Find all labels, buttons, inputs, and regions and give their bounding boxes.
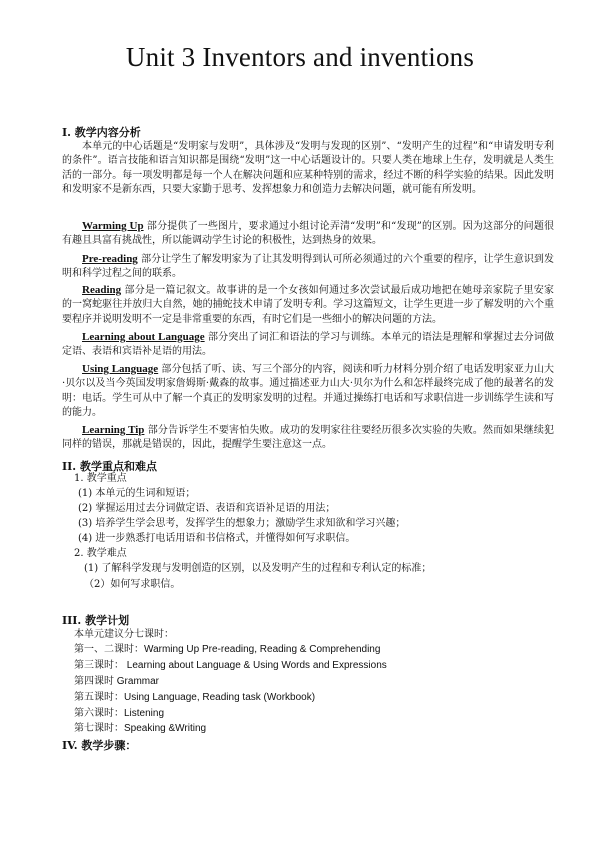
using-language-text: 部分包括了听、读、写三个部分的内容，阅读和听力材料分别介绍了电话发明家亚力山大·贝尔以及当今英国发明家詹姆斯·戴森的故事。通过描述亚力山大·贝尔为什么和怎样最终完成了他的最著名的发明：电话。学生可从中了解一个真正的发明家发明的过程。并通过操练打电话和写求职信进一步训练学生读和写的能力。 xyxy=(62,364,554,419)
focus-item: (2) 掌握运用过去分词做定语、表语和宾语补足语的用法； xyxy=(78,503,336,514)
lesson-plan-item: 第五课时：Using Language, Reading task (Workbook) xyxy=(74,692,316,703)
section-4-heading: IV. 教学步骤： xyxy=(62,739,137,752)
using-language-keyword: Using Language xyxy=(82,363,159,375)
focus-subheading: 1. 教学重点 xyxy=(74,473,127,484)
warming-up-text: 部分提供了一些图片，要求通过小组讨论弄清“发明”和“发现”的区别。因为这部分的问题很有趣且具富有挑战性，所以能调动学生讨论的积极性，达到热身的效果。 xyxy=(62,221,554,247)
reading-text: 部分是一篇记叙文。故事讲的是一个女孩如何通过多次尝试最后成功地把在她母亲家院子里安家的一窝蛇驱往并放归大自然，她的捕蛇技术申请了发明专利。学习这篇短文，让学生更进一步了解发明的六个重要程序并说明发明不一定是非常重要的东西，有时它们是一些细小的解决问题的方法。 xyxy=(62,285,554,325)
learning-tip-text: 部分告诉学生不要害怕失败。成功的发明家往往要经历很多次实验的失败。然而如果继续犯同样的错误，那就是错误的，因此，提醒学生要注意这一点。 xyxy=(62,425,554,451)
reading-paragraph xyxy=(62,283,554,327)
lesson-plan-item: 第四课时 Grammar xyxy=(74,676,159,687)
focus-item: (3) 培养学生学会思考，发挥学生的想象力；激励学生求知欲和学习兴趣； xyxy=(78,518,406,529)
learning-about-language-text: 部分突出了词汇和语法的学习与训练。本单元的语法是理解和掌握过去分词做定语、表语和宾语补足语的用法。 xyxy=(62,332,555,358)
focus-item: (1) 本单元的生词和短语； xyxy=(78,488,196,499)
pre-reading-paragraph xyxy=(62,252,554,282)
using-language-paragraph xyxy=(62,362,554,421)
learning-tip-paragraph xyxy=(62,423,554,453)
lesson-plan-item: 第一、二课时：Warming Up Pre-reading, Reading & Comprehending xyxy=(74,644,381,655)
section-2-heading: II. 教学重点和难点 xyxy=(62,460,157,473)
section-3-heading: III. 教学计划 xyxy=(62,614,130,627)
difficulty-item: （2）如何写求职信。 xyxy=(84,579,181,590)
lesson-plan-item: 第七课时：Speaking &Writing xyxy=(74,723,207,734)
learning-about-language-keyword: Learning about Language xyxy=(82,331,205,343)
intro-paragraph: 本单元的中心话题是“发明家与发明”，具体涉及“发明与发现的区别”、“发明产生的过程”和“申请发明专利的条件”。语言技能和语言知识都是围绕“发明”这一中心话题设计的。只要人类在地球上生存，发明就是人类生活的一部分。每一项发明都是每一个人在解决问题和应某种特别的需求，经过不断的科学实验的结果。因此发明和发明家不是新东西，只要大家勤于思考、发挥想象力和创造力去解决问题，就可能有所发明。 xyxy=(62,141,554,196)
reading-keyword: Reading xyxy=(82,284,122,296)
warming-up-keyword: Warming Up xyxy=(82,220,144,232)
lesson-plan-intro: 本单元建议分七课时： xyxy=(74,629,174,640)
pre-reading-keyword: Pre-reading xyxy=(82,253,138,265)
learning-tip-keyword: Learning Tip xyxy=(82,424,145,436)
difficulty-item: (1) 了解科学发现与发明创造的区别，以及发明产生的过程和专利认定的标准； xyxy=(84,563,432,574)
warming-up-paragraph xyxy=(62,219,554,249)
focus-item: (4) 进一步熟悉打电话用语和书信格式，并懂得如何写求职信。 xyxy=(78,533,356,544)
pre-reading-text: 部分让学生了解发明家为了让其发明得到认可所必须通过的六个重要的程序，让学生意识到发明和科学过程之间的联系。 xyxy=(62,254,554,280)
lesson-plan-item: 第六课时：Listening xyxy=(74,708,165,719)
difficulty-subheading: 2. 教学难点 xyxy=(74,548,127,559)
section-1-heading: I. 教学内容分析 xyxy=(62,126,141,139)
lesson-plan-item: 第三课时： Learning about Language & Using Words and Expressions xyxy=(74,660,387,671)
document-title: Unit 3 Inventors and inventions xyxy=(125,42,475,72)
learning-about-language-paragraph xyxy=(62,330,554,360)
